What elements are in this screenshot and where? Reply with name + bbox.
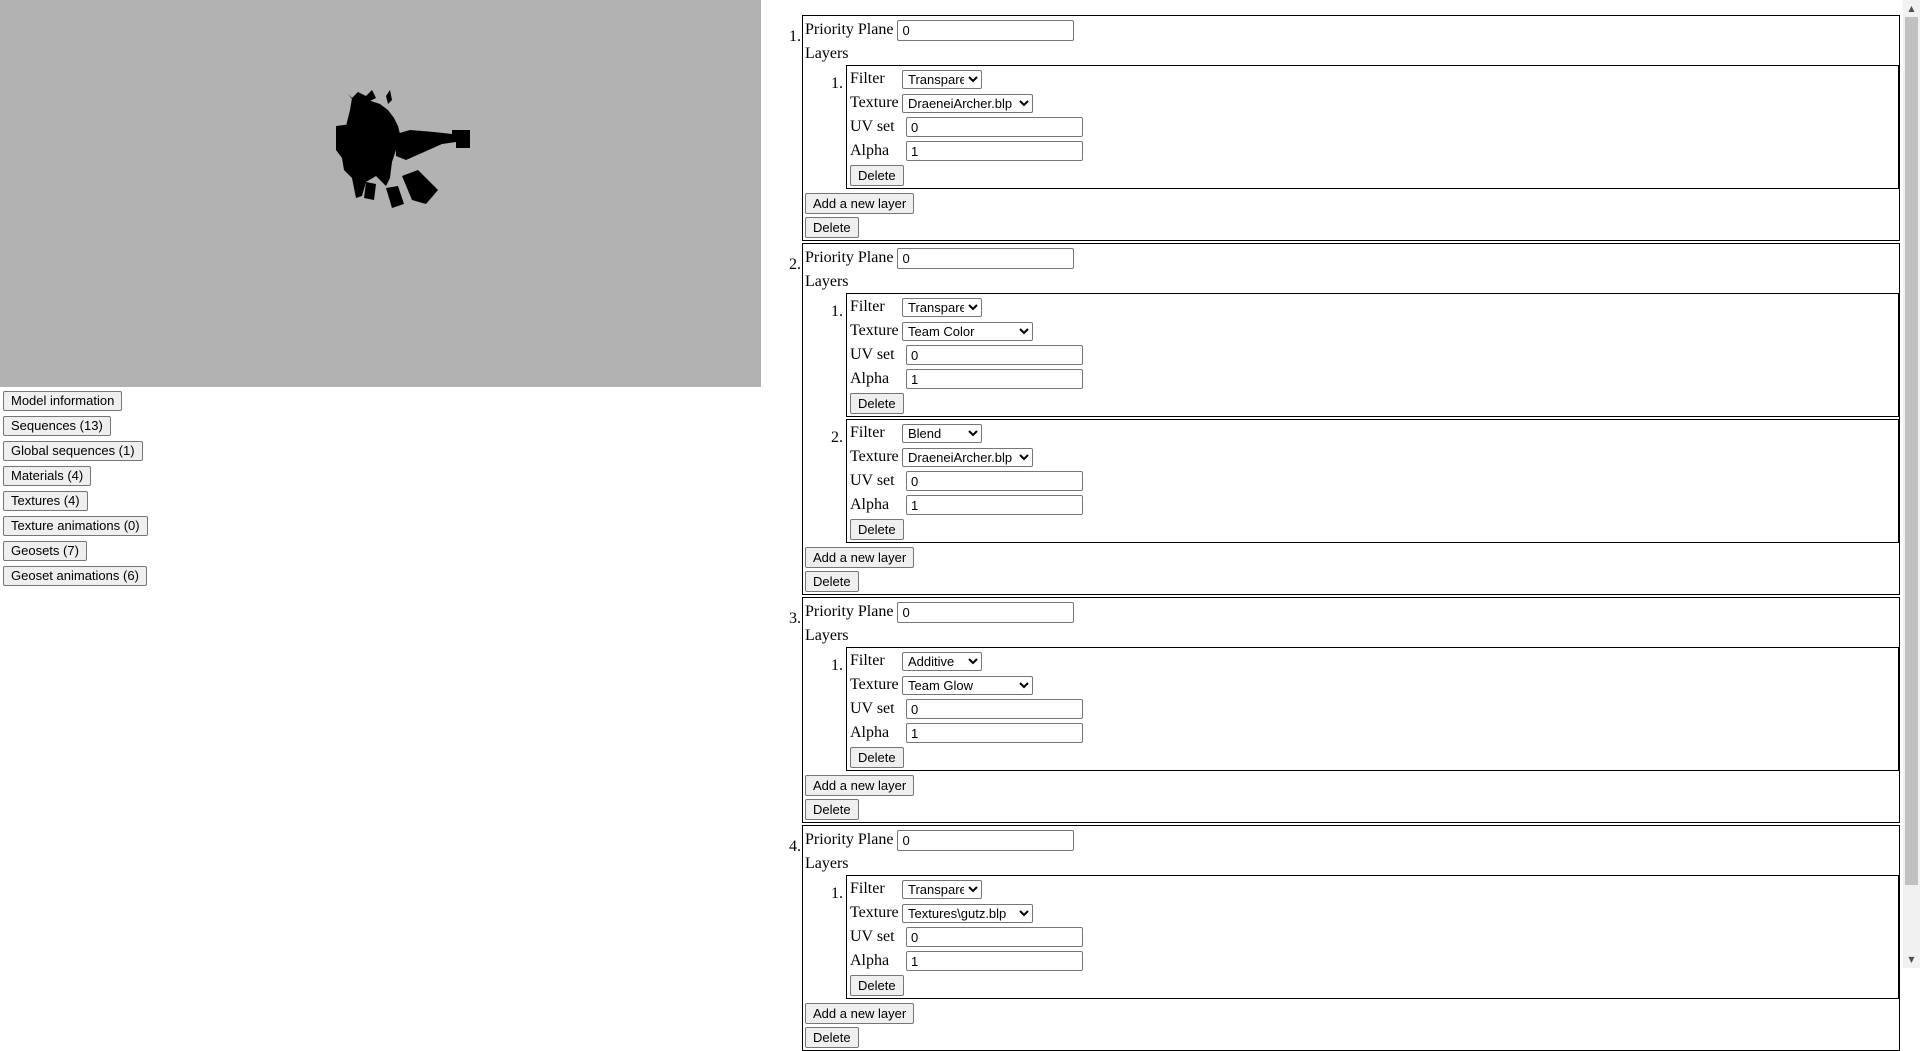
- filter-select[interactable]: [902, 424, 982, 443]
- delete-material-button[interactable]: Delete: [805, 799, 859, 820]
- materials-panel: [783, 0, 1900, 1045]
- filter-select[interactable]: [902, 880, 982, 899]
- material-item: [789, 15, 1900, 241]
- filter-select[interactable]: [902, 652, 982, 671]
- vertical-scrollbar[interactable]: [1903, 0, 1920, 968]
- filter-label: Filter: [850, 652, 885, 669]
- alpha-label: Alpha: [850, 370, 890, 387]
- add-layer-button[interactable]: Add a new layer: [805, 193, 914, 214]
- uv-set-label: UV set: [850, 118, 895, 135]
- textures-button[interactable]: Textures (4): [3, 491, 88, 511]
- material-item: [789, 243, 1900, 595]
- layers-label: Layers: [805, 855, 849, 872]
- layer-item: [831, 647, 1899, 771]
- scrollbar-thumb[interactable]: [1905, 17, 1918, 885]
- delete-material-button[interactable]: Delete: [805, 571, 859, 592]
- filter-select[interactable]: [902, 70, 982, 89]
- layers-label: Layers: [805, 45, 849, 62]
- uv-set-label: UV set: [850, 928, 895, 945]
- layer-number: 1.: [831, 657, 843, 674]
- add-layer-button[interactable]: Add a new layer: [805, 775, 914, 796]
- model-viewport[interactable]: [0, 0, 761, 387]
- alpha-label: Alpha: [850, 952, 890, 969]
- texture-label: Texture: [850, 904, 899, 921]
- texture-label: Texture: [850, 94, 899, 111]
- layer-list: [805, 647, 1897, 771]
- delete-layer-button[interactable]: Delete: [850, 975, 904, 996]
- materials-list: [783, 15, 1900, 1051]
- texture-animations-button[interactable]: Texture animations (0): [3, 516, 148, 536]
- layer-list: [805, 875, 1897, 999]
- material-number: 1.: [789, 28, 801, 45]
- priority-plane-input[interactable]: [897, 20, 1074, 41]
- geosets-button[interactable]: Geosets (7): [3, 541, 87, 561]
- priority-plane-input[interactable]: [897, 248, 1074, 269]
- layers-label: Layers: [805, 273, 849, 290]
- material-item: [789, 597, 1900, 823]
- filter-label: Filter: [850, 298, 885, 315]
- add-layer-button[interactable]: Add a new layer: [805, 547, 914, 568]
- uv-set-label: UV set: [850, 346, 895, 363]
- texture-select[interactable]: [902, 904, 1033, 923]
- layer-item: [831, 875, 1899, 999]
- texture-label: Texture: [850, 448, 899, 465]
- filter-label: Filter: [850, 880, 885, 897]
- alpha-input[interactable]: [906, 495, 1083, 515]
- add-layer-button[interactable]: Add a new layer: [805, 1003, 914, 1024]
- delete-layer-button[interactable]: Delete: [850, 165, 904, 186]
- materials-button[interactable]: Materials (4): [3, 466, 91, 486]
- texture-select[interactable]: [902, 448, 1033, 467]
- section-nav: [3, 391, 148, 591]
- alpha-label: Alpha: [850, 724, 890, 741]
- layer-number: 1.: [831, 75, 843, 92]
- delete-layer-button[interactable]: Delete: [850, 519, 904, 540]
- uv-set-input[interactable]: [906, 471, 1083, 491]
- priority-plane-label: Priority Plane: [805, 831, 894, 848]
- layer-number: 2.: [831, 429, 843, 446]
- uv-set-input[interactable]: [906, 117, 1083, 137]
- alpha-input[interactable]: [906, 951, 1083, 971]
- geoset-animations-button[interactable]: Geoset animations (6): [3, 566, 147, 586]
- scroll-up-arrow-icon[interactable]: ▲: [1908, 4, 1915, 13]
- layer-item: [831, 419, 1899, 543]
- priority-plane-label: Priority Plane: [805, 249, 894, 266]
- global-sequences-button[interactable]: Global sequences (1): [3, 441, 143, 461]
- layer-item: [831, 293, 1899, 417]
- material-number: 2.: [789, 256, 801, 273]
- alpha-input[interactable]: [906, 723, 1083, 743]
- uv-set-input[interactable]: [906, 345, 1083, 365]
- scroll-down-arrow-icon[interactable]: ▼: [1908, 955, 1915, 964]
- priority-plane-label: Priority Plane: [805, 603, 894, 620]
- layer-list: [805, 293, 1897, 543]
- delete-material-button[interactable]: Delete: [805, 1027, 859, 1048]
- material-number: 3.: [789, 610, 801, 627]
- alpha-label: Alpha: [850, 496, 890, 513]
- delete-layer-button[interactable]: Delete: [850, 393, 904, 414]
- texture-label: Texture: [850, 322, 899, 339]
- model-silhouette: [0, 0, 761, 387]
- uv-set-label: UV set: [850, 700, 895, 717]
- delete-material-button[interactable]: Delete: [805, 217, 859, 238]
- texture-label: Texture: [850, 676, 899, 693]
- uv-set-label: UV set: [850, 472, 895, 489]
- priority-plane-label: Priority Plane: [805, 21, 894, 38]
- layer-list: [805, 65, 1897, 189]
- layer-item: [831, 65, 1899, 189]
- alpha-input[interactable]: [906, 141, 1083, 161]
- layer-number: 1.: [831, 303, 843, 320]
- alpha-input[interactable]: [906, 369, 1083, 389]
- filter-label: Filter: [850, 70, 885, 87]
- layers-label: Layers: [805, 627, 849, 644]
- texture-select[interactable]: [902, 322, 1033, 341]
- texture-select[interactable]: [902, 676, 1033, 695]
- texture-select[interactable]: [902, 94, 1033, 113]
- uv-set-input[interactable]: [906, 927, 1083, 947]
- priority-plane-input[interactable]: [897, 830, 1074, 851]
- delete-layer-button[interactable]: Delete: [850, 747, 904, 768]
- model-information-button[interactable]: Model information: [3, 391, 122, 411]
- layer-number: 1.: [831, 885, 843, 902]
- material-item: [789, 825, 1900, 1051]
- material-number: 4.: [789, 838, 801, 855]
- alpha-label: Alpha: [850, 142, 890, 159]
- uv-set-input[interactable]: [906, 699, 1083, 719]
- sequences-button[interactable]: Sequences (13): [3, 416, 111, 436]
- filter-select[interactable]: [902, 298, 982, 317]
- priority-plane-input[interactable]: [897, 602, 1074, 623]
- filter-label: Filter: [850, 424, 885, 441]
